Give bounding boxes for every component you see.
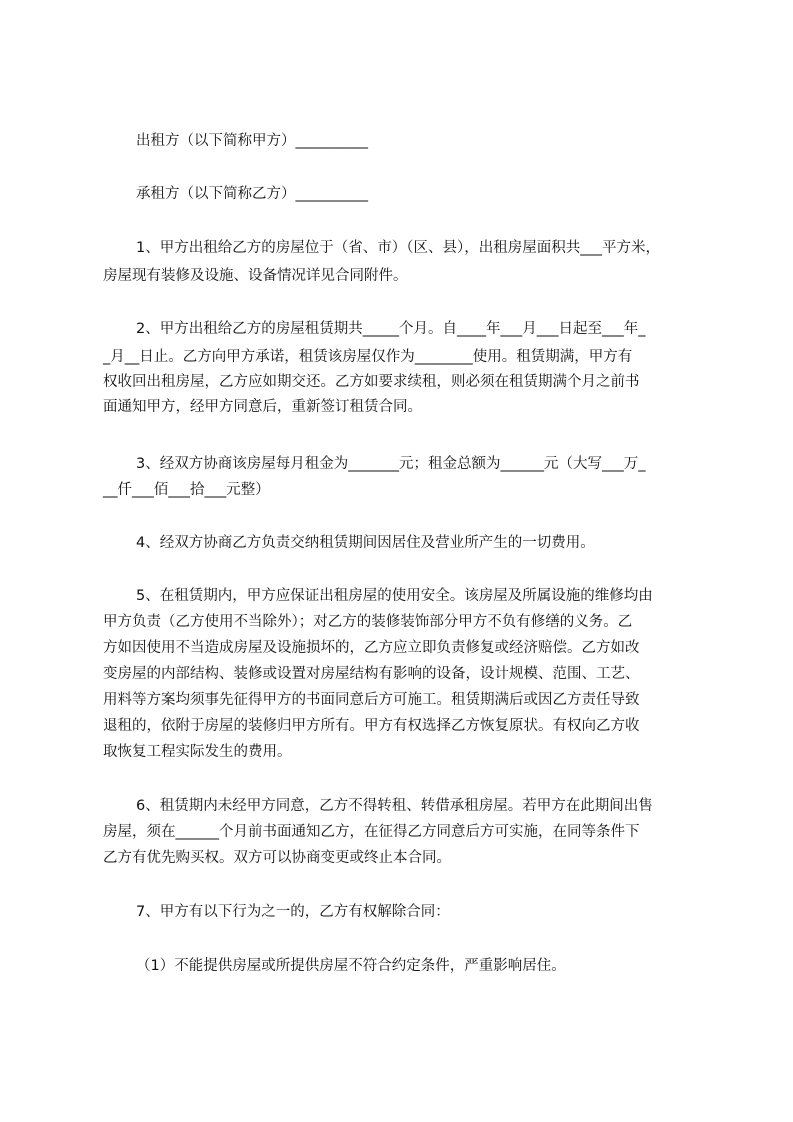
clause-5-line-7: 取恢复工程实际发生的费用。 — [103, 744, 292, 760]
clause-1-line-1: 1、甲方出租给乙方的房屋位于（省、市）（区、县），出租房屋面积共___平方米， — [136, 240, 660, 256]
clause-5-line-4: 变房屋的内部结构、装修或设置对房屋结构有影响的设备，设计规模、范围、工艺、 — [103, 666, 640, 682]
clause-5-line-6: 退租的，依附于房屋的装修归甲方所有。甲方有权选择乙方恢复原状。有权向乙方收 — [103, 718, 640, 734]
clause-1-line-2: 房屋现有装修及设施、设备情况详见合同附件。 — [103, 268, 408, 284]
clause-7-line-1: 7、甲方有以下行为之一的，乙方有权解除合同： — [136, 904, 450, 920]
clause-7-item-1: （1）不能提供房屋或所提供房屋不符合约定条件，严重影响居住。 — [136, 958, 566, 974]
clause-2-line-4: 面通知甲方，经甲方同意后，重新签订租赁合同。 — [103, 399, 422, 415]
clause-5-line-2: 甲方负责（乙方使用不当除外）；对乙方的装修装饰部分甲方不负有修缮的义务。乙 — [103, 614, 633, 630]
lessor-line: 出租方（以下简称甲方）__________ — [136, 133, 368, 149]
clause-2-line-3: 权收回出租房屋，乙方应如期交还。乙方如要求续租，则必须在租赁期满个月之前书 — [103, 374, 640, 390]
clause-2-line-2: _月__日止。乙方向甲方承诺，租赁该房屋仅作为________使用。租赁期满，甲方有 — [103, 349, 633, 365]
clause-6-line-3: 乙方有优先购买权。双方可以协商变更或终止本合同。 — [103, 850, 451, 866]
clause-3-line-2: __仟___佰___拾___元整） — [103, 482, 270, 498]
clause-5-line-1: 5、在租赁期内，甲方应保证出租房屋的使用安全。该房屋及所属设施的维修均由 — [136, 588, 653, 604]
clause-3-line-1: 3、经双方协商该房屋每月租金为_______元；租金总额为______元（大写___万_ — [136, 456, 646, 472]
clause-5-line-5: 用料等方案均须事先征得甲方的书面同意后方可施工。租赁期满后或因乙方责任导致 — [103, 692, 640, 708]
clause-6-line-2: 房屋，须在______个月前书面通知乙方，在征得乙方同意后方可实施，在同等条件下 — [103, 824, 640, 840]
clause-4-line-1: 4、经双方协商乙方负责交纳租赁期间因居住及营业所产生的一切费用。 — [136, 535, 595, 551]
clause-5-line-3: 方如因使用不当造成房屋及设施损坏的，乙方应立即负责修复或经济赔偿。乙方如改 — [103, 640, 640, 656]
clause-6-line-1: 6、租赁期内未经甲方同意，乙方不得转租、转借承租房屋。若甲方在此期间出售 — [136, 798, 653, 814]
lessee-line: 承租方（以下简称乙方）__________ — [136, 186, 368, 202]
clause-2-line-1: 2、甲方出租给乙方的房屋租赁期共_____个月。自____年___月___日起至___年_ — [136, 321, 646, 337]
